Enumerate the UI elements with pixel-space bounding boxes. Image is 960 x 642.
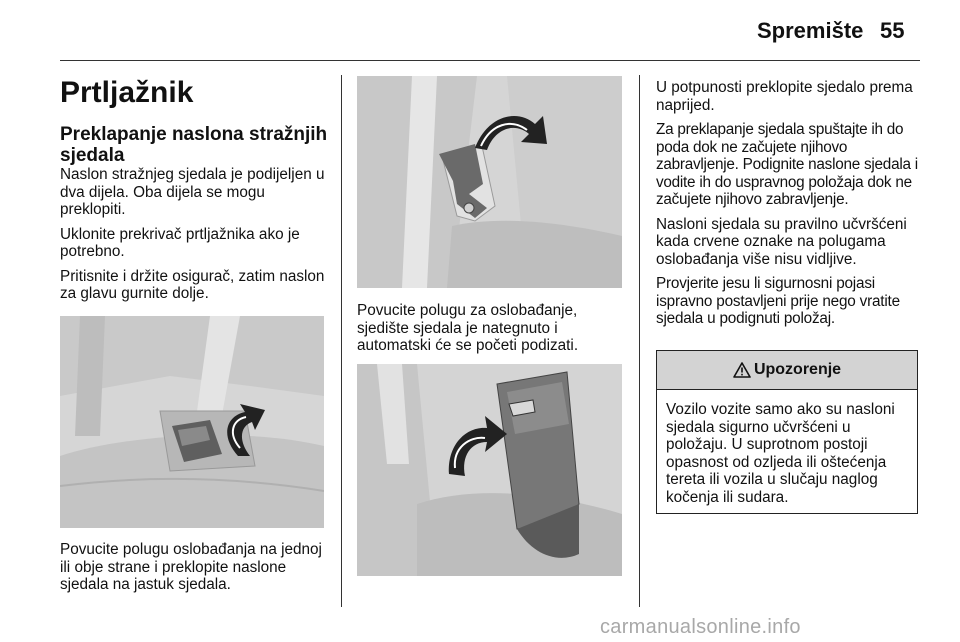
paragraph: Naslon stražnjeg sjedala je podijeljen u dva dijela. Oba dijela se mogu preklopiti. <box>60 166 325 218</box>
figure-headrest-release <box>60 316 324 528</box>
page-number: 55 <box>880 18 905 43</box>
section-heading: Preklapanje naslona stražnjih sjedala <box>60 124 328 166</box>
paragraph: Nasloni sjedala su pravilno učvršćeni kada crvene oznake na polugama oslobađanja više nisu vidljive. <box>656 215 907 268</box>
warning-box <box>656 350 918 514</box>
figure-release-lever <box>357 76 622 288</box>
column-divider-2 <box>639 75 640 607</box>
paragraph: U potpunosti preklopite sjedalo prema naprijed. <box>656 79 913 114</box>
paragraph: Povucite polugu oslobađanja na jednoj ili obje strane i preklopite naslone sjedala na jastuk sjedala. <box>60 541 322 593</box>
column-1-bottom <box>60 541 328 601</box>
paragraph: Uklonite prekrivač prtljažnika ako je potrebno. <box>60 225 300 260</box>
warning-text: Vozilo vozite samo ako su nasloni sjedala sigurno učvršćeni u položaju. U suprotnom postoji opasnost od ozljeda ili oštećenja tereta ili vozila u slučaju naglog kočenja ili sudara. <box>666 401 895 506</box>
chapter-title: Prtljažnik <box>60 76 194 109</box>
paragraph: Provjerite jesu li sigurnosni pojasi ispravno postavljeni prije nego vratite sjedala u podignuti položaj. <box>656 275 900 327</box>
column-1 <box>60 76 328 310</box>
watermark: carmanualsonline.info <box>600 616 801 638</box>
warning-header <box>657 351 917 390</box>
header-rule <box>60 60 920 61</box>
column-divider-1 <box>341 75 342 607</box>
paragraph: Pritisnite i držite osigurač, zatim naslon za glavu gurnite dolje. <box>60 267 325 302</box>
column-2 <box>357 302 629 362</box>
paragraph: Povucite polugu za oslobađanje, sjedište sjedala je nategnuto i automatski će se početi podizati. <box>357 302 579 354</box>
paragraph: Za preklapanje sjedala spuštajte ih do poda dok ne začujete njihovo zabravljenje. Podignite naslone sjedala i vodite ih do uspravnog položaja dok ne začujete njihovo zabravljenje. <box>656 121 918 208</box>
figure-seat-folding <box>357 364 622 576</box>
column-3 <box>656 79 920 335</box>
running-header-title: Spremište <box>757 18 864 43</box>
warning-triangle-icon <box>733 362 751 378</box>
warning-title: Upozorenje <box>753 361 842 378</box>
